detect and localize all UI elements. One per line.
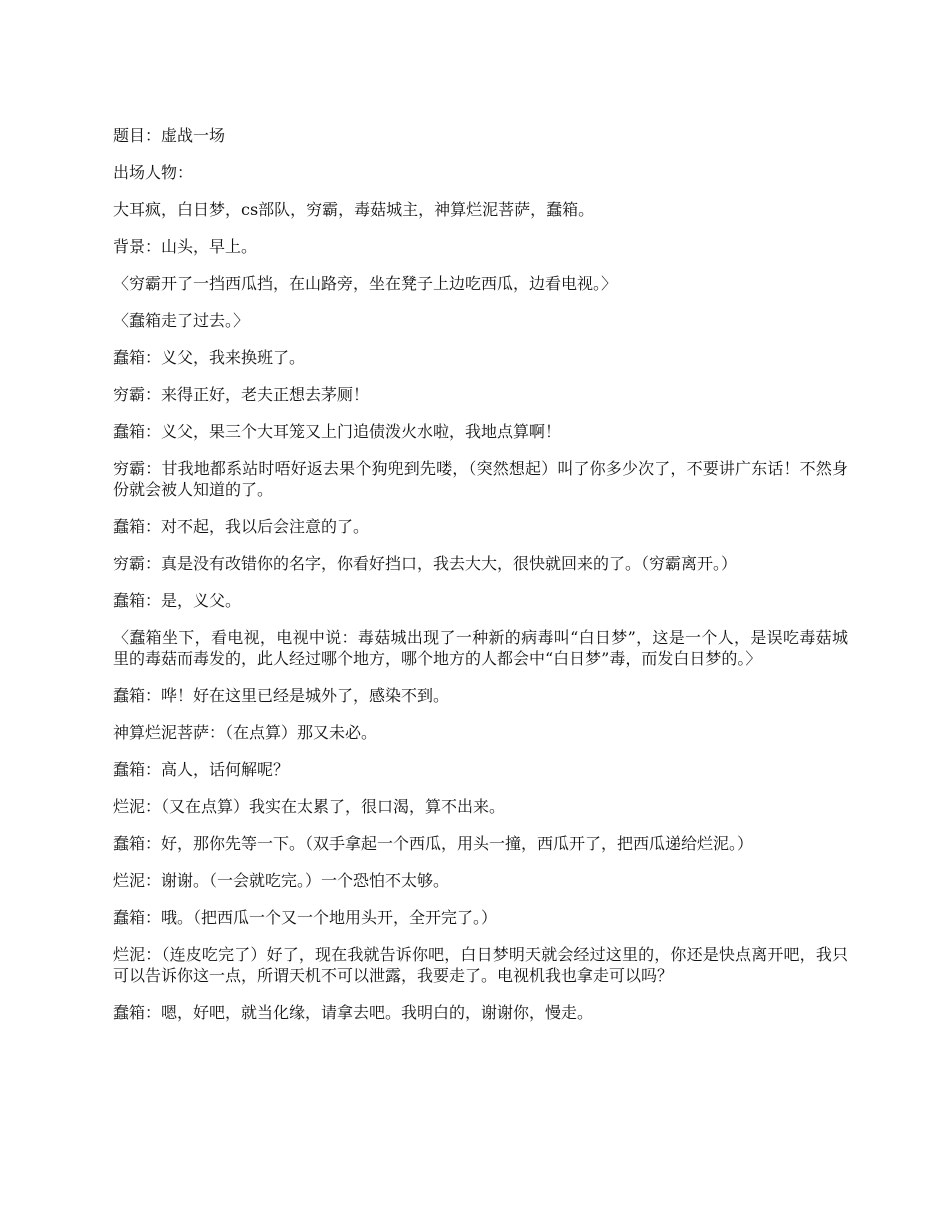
dialogue-line: 蠢箱：对不起，我以后会注意的了。: [113, 517, 370, 536]
dialogue-line: 蠢箱：嗯，好吧，就当化缘，请拿去吧。我明白的，谢谢你，慢走。: [113, 1003, 594, 1022]
dialogue-line: 烂泥：（连皮吃完了）好了，现在我就告诉你吧，白日梦明天就会经过这里的，你还是快点离开吧，我只可以告诉你这一点，所谓天机不可以泄露，我要走了。电视机我也拿走可以吗？: [113, 945, 848, 985]
dialogue-line: 穷霸：真是没有改错你的名字，你看好挡口，我去大大，很快就回来的了。（穷霸离开。）: [113, 554, 738, 573]
dialogue-line: 蠢箱：哦。（把西瓜一个又一个地用头开，全开完了。）: [113, 908, 498, 927]
stage-direction: 〈穷霸开了一挡西瓜挡，在山路旁，坐在凳子上边吃西瓜，边看电视。〉: [113, 274, 618, 293]
document-page: [113, 125, 848, 1039]
cast-list: 大耳疯，白日梦，cs部队，穷霸，毒菇城主，神算烂泥菩萨，蠢箱。: [113, 200, 595, 219]
dialogue-line: 蠢箱：好，那你先等一下。（双手拿起一个西瓜，用头一撞，西瓜开了，把西瓜递给烂泥。）: [113, 834, 754, 853]
dialogue-line: 蠢箱：高人，话何解呢？: [113, 760, 290, 779]
dialogue-line: 烂泥：谢谢。（一会就吃完。）一个恐怕不太够。: [113, 871, 450, 890]
stage-direction: 〈蠢箱走了过去。〉: [113, 311, 250, 330]
dialogue-line: 蠢箱：义父，我来换班了。: [113, 348, 306, 367]
dialogue-line: 神算烂泥菩萨：（在点算）那又未必。: [113, 723, 378, 742]
dialogue-line: 穷霸：来得正好，老夫正想去茅厕！: [113, 385, 370, 404]
cast-heading: 出场人物：: [113, 163, 194, 182]
dialogue-line: 烂泥：（又在点算）我实在太累了，很口渴，算不出来。: [113, 797, 506, 816]
setting: 背景：山头，早上。: [113, 237, 258, 256]
dialogue-line: 穷霸：甘我地都系站时唔好返去果个狗兜到先喽，（突然想起）叫了你多少次了，不要讲广东话！不然身份就会被人知道的了。: [113, 459, 848, 499]
stage-direction: 〈蠢箱坐下，看电视，电视中说：毒菇城出现了一种新的病毒叫“白日梦”，这是一个人，是误吃毒菇城里的毒菇而毒发的，此人经过哪个地方，哪个地方的人都会中“白日梦”毒，而发白日梦的。〉: [113, 628, 848, 668]
script-title: 题目：虚战一场: [113, 126, 226, 145]
dialogue-line: 蠢箱：是，义父。: [113, 591, 242, 610]
dialogue-line: 蠢箱：哗！好在这里已经是城外了，感染不到。: [113, 686, 450, 705]
dialogue-line: 蠢箱：义父，果三个大耳笼又上门追债泼火水啦，我地点算啊！: [113, 422, 562, 441]
